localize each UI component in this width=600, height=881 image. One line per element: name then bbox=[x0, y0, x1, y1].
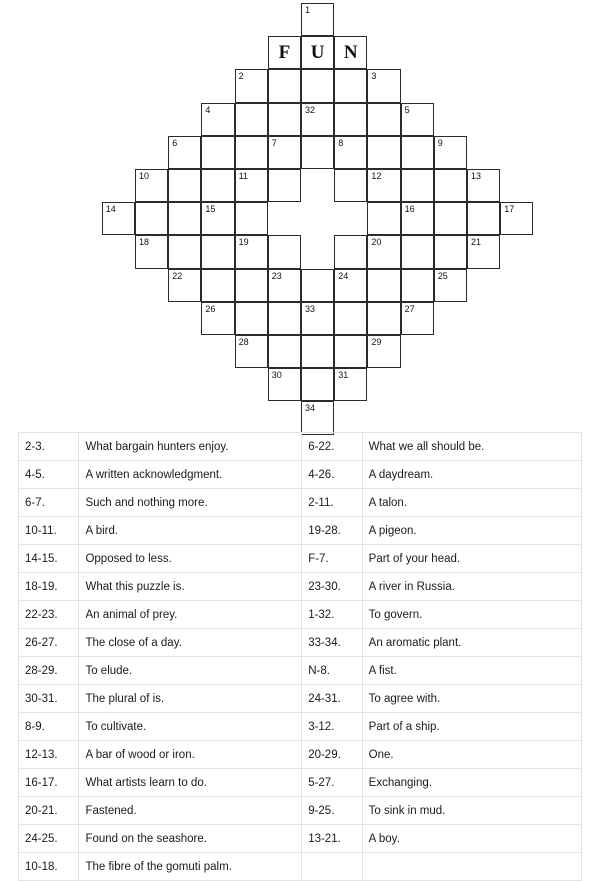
cell-number: 15 bbox=[205, 204, 216, 215]
cell-number: 20 bbox=[371, 237, 382, 248]
cell-number: 4 bbox=[205, 104, 211, 115]
crossword-cell[interactable] bbox=[334, 103, 367, 136]
crossword-cell[interactable] bbox=[367, 302, 400, 335]
cell-number: 9 bbox=[437, 137, 443, 148]
crossword-cell[interactable] bbox=[334, 136, 367, 169]
crossword-cell[interactable] bbox=[334, 335, 367, 368]
cell-number: 30 bbox=[271, 370, 282, 381]
clue-text-right: Part of a ship. bbox=[362, 713, 581, 741]
crossword-cell[interactable] bbox=[301, 36, 334, 69]
crossword-cell[interactable] bbox=[367, 69, 400, 102]
crossword-cell[interactable] bbox=[367, 103, 400, 136]
clue-row bbox=[19, 629, 582, 657]
clue-text-left: What this puzzle is. bbox=[79, 573, 302, 601]
cell-number: 28 bbox=[238, 337, 249, 347]
clue-text-right: Exchanging. bbox=[362, 769, 581, 797]
clue-text-left: An animal of prey. bbox=[79, 601, 302, 629]
crossword-cell[interactable] bbox=[168, 235, 201, 268]
crossword-cell[interactable] bbox=[201, 103, 234, 136]
clue-ref-right: 33-34. bbox=[302, 629, 362, 657]
crossword-cell[interactable] bbox=[268, 36, 301, 69]
cell-number: 2 bbox=[238, 71, 244, 82]
cell-number: 26 bbox=[205, 303, 216, 314]
clue-text-left: A bar of wood or iron. bbox=[79, 741, 302, 769]
crossword-cell[interactable] bbox=[201, 136, 234, 169]
clue-ref-right: 23-30. bbox=[302, 573, 362, 601]
crossword-cell[interactable] bbox=[102, 202, 135, 235]
cell-number: 10 bbox=[139, 171, 150, 181]
clue-ref-left: 10-11. bbox=[19, 517, 79, 545]
clue-text-left: Found on the seashore. bbox=[79, 825, 302, 853]
crossword-cell[interactable] bbox=[401, 136, 434, 169]
clue-row bbox=[19, 461, 582, 489]
crossword-cell[interactable] bbox=[268, 69, 301, 102]
clue-text-left: The close of a day. bbox=[79, 629, 302, 657]
clue-text-right: To govern. bbox=[362, 601, 581, 629]
cell-number: 27 bbox=[404, 303, 415, 314]
clue-ref-left: 4-5. bbox=[19, 461, 79, 489]
crossword-cell[interactable] bbox=[367, 269, 400, 302]
clue-ref-left: 6-7. bbox=[19, 489, 79, 517]
crossword-cell[interactable] bbox=[401, 235, 434, 268]
clue-ref-right: 4-26. bbox=[302, 461, 362, 489]
crossword-cell[interactable] bbox=[301, 103, 334, 136]
clue-text-right: Part of your head. bbox=[362, 545, 581, 573]
clue-table bbox=[18, 432, 582, 881]
clue-ref-right: 2-11. bbox=[302, 489, 362, 517]
clue-text-right: A boy. bbox=[362, 825, 581, 853]
crossword-cell[interactable] bbox=[367, 202, 400, 235]
crossword-cell[interactable] bbox=[334, 69, 367, 102]
cell-number: 23 bbox=[271, 270, 282, 281]
crossword-cell[interactable] bbox=[467, 235, 500, 268]
clue-text-left: Fastened. bbox=[79, 797, 302, 825]
clue-row bbox=[19, 825, 582, 853]
cell-number: 33 bbox=[305, 303, 316, 314]
clue-text-right: A talon. bbox=[362, 489, 581, 517]
cell-number: 21 bbox=[471, 237, 482, 248]
clue-row bbox=[19, 489, 582, 517]
crossword-cell[interactable] bbox=[235, 269, 268, 302]
clue-text-right: To agree with. bbox=[362, 685, 581, 713]
clue-row bbox=[19, 573, 582, 601]
cell-letter: N bbox=[343, 41, 358, 63]
cell-number: 32 bbox=[305, 104, 316, 115]
crossword-cell[interactable] bbox=[268, 169, 301, 202]
cell-number: 17 bbox=[504, 204, 515, 215]
cell-number: 34 bbox=[305, 403, 316, 414]
clue-ref-right: N-8. bbox=[302, 657, 362, 685]
clue-row bbox=[19, 741, 582, 769]
cell-number: 18 bbox=[139, 237, 150, 248]
clue-row bbox=[19, 433, 582, 461]
clue-text-left: A written acknowledgment. bbox=[79, 461, 302, 489]
clue-text-left: A bird. bbox=[79, 517, 302, 545]
clue-ref-left: 18-19. bbox=[19, 573, 79, 601]
crossword-cell[interactable] bbox=[201, 235, 234, 268]
crossword-cell[interactable] bbox=[301, 302, 334, 335]
clue-text-right: To sink in mud. bbox=[362, 797, 581, 825]
clue-row bbox=[19, 797, 582, 825]
crossword-cell[interactable] bbox=[235, 202, 268, 235]
crossword-cell[interactable] bbox=[301, 3, 334, 36]
cell-number: 22 bbox=[172, 270, 183, 281]
clue-row bbox=[19, 657, 582, 685]
clue-ref-right: 1-32. bbox=[302, 601, 362, 629]
clue-ref-left: 26-27. bbox=[19, 629, 79, 657]
clue-ref-right: 6-22. bbox=[302, 433, 362, 461]
clue-ref-right: 13-21. bbox=[302, 825, 362, 853]
cell-number: 8 bbox=[338, 137, 344, 148]
crossword-cell[interactable] bbox=[268, 136, 301, 169]
crossword-cell[interactable] bbox=[434, 235, 467, 268]
crossword-cell[interactable] bbox=[434, 202, 467, 235]
crossword-cell[interactable] bbox=[235, 169, 268, 202]
clue-row bbox=[19, 601, 582, 629]
clue-ref-left: 22-23. bbox=[19, 601, 79, 629]
cell-number: 7 bbox=[271, 137, 277, 148]
clue-table-body bbox=[19, 433, 582, 881]
clue-row bbox=[19, 545, 582, 573]
clue-ref-left: 14-15. bbox=[19, 545, 79, 573]
crossword-cell[interactable] bbox=[201, 302, 234, 335]
crossword-cell[interactable] bbox=[168, 269, 201, 302]
clue-ref-left: 20-21. bbox=[19, 797, 79, 825]
clue-ref-right: F-7. bbox=[302, 545, 362, 573]
crossword-cell[interactable] bbox=[434, 169, 467, 202]
crossword-cell[interactable] bbox=[301, 335, 334, 368]
clue-ref-left: 24-25. bbox=[19, 825, 79, 853]
crossword-cell[interactable] bbox=[201, 202, 234, 235]
cell-number: 6 bbox=[172, 137, 178, 148]
clue-text-left: The fibre of the gomuti palm. bbox=[79, 853, 302, 881]
crossword-cell[interactable] bbox=[334, 235, 367, 268]
clue-ref-right: 3-12. bbox=[302, 713, 362, 741]
cell-number: 11 bbox=[238, 171, 248, 181]
crossword-cell[interactable] bbox=[334, 368, 367, 401]
crossword-cell[interactable] bbox=[367, 235, 400, 268]
crossword-cell[interactable] bbox=[301, 401, 334, 434]
crossword-cell[interactable] bbox=[135, 169, 168, 202]
crossword-cell[interactable] bbox=[235, 235, 268, 268]
cell-number: 19 bbox=[238, 237, 249, 248]
crossword-cell[interactable] bbox=[201, 269, 234, 302]
cell-number: 3 bbox=[371, 71, 377, 82]
crossword-cell[interactable] bbox=[367, 136, 400, 169]
clue-row bbox=[19, 517, 582, 545]
crossword-cell[interactable] bbox=[334, 302, 367, 335]
cell-number: 29 bbox=[371, 337, 382, 347]
clue-text-right bbox=[362, 853, 581, 881]
clue-ref-right bbox=[302, 853, 362, 881]
crossword-cell[interactable] bbox=[301, 269, 334, 302]
crossword-cell[interactable] bbox=[467, 169, 500, 202]
cell-number: 12 bbox=[371, 171, 382, 181]
cell-number: 1 bbox=[305, 5, 311, 15]
clue-ref-right: 9-25. bbox=[302, 797, 362, 825]
crossword-cell[interactable] bbox=[268, 103, 301, 136]
crossword-cell[interactable] bbox=[401, 302, 434, 335]
crossword-cell[interactable] bbox=[135, 235, 168, 268]
crossword-cell[interactable] bbox=[268, 302, 301, 335]
clue-text-right: A daydream. bbox=[362, 461, 581, 489]
crossword-cell[interactable] bbox=[168, 169, 201, 202]
crossword-cell[interactable] bbox=[401, 269, 434, 302]
clue-ref-left: 8-9. bbox=[19, 713, 79, 741]
clue-row bbox=[19, 685, 582, 713]
crossword-cell[interactable] bbox=[401, 103, 434, 136]
crossword-cell[interactable] bbox=[168, 202, 201, 235]
clue-text-right: A river in Russia. bbox=[362, 573, 581, 601]
clue-ref-right: 24-31. bbox=[302, 685, 362, 713]
crossword-cell[interactable] bbox=[235, 69, 268, 102]
crossword-cell[interactable] bbox=[367, 169, 400, 202]
clue-ref-left: 16-17. bbox=[19, 769, 79, 797]
clue-text-left: To cultivate. bbox=[79, 713, 302, 741]
crossword-cell[interactable] bbox=[235, 136, 268, 169]
clue-text-right: A fist. bbox=[362, 657, 581, 685]
clue-text-right: One. bbox=[362, 741, 581, 769]
clue-row bbox=[19, 713, 582, 741]
cell-number: 14 bbox=[105, 204, 116, 215]
crossword-cell[interactable] bbox=[434, 136, 467, 169]
clue-text-right: What we all should be. bbox=[362, 433, 581, 461]
clue-text-left: What artists learn to do. bbox=[79, 769, 302, 797]
crossword-cell[interactable] bbox=[334, 36, 367, 69]
clue-text-left: Opposed to less. bbox=[79, 545, 302, 573]
crossword-cell[interactable] bbox=[268, 368, 301, 401]
crossword-cell[interactable] bbox=[334, 269, 367, 302]
crossword-cell[interactable] bbox=[401, 202, 434, 235]
crossword-cell[interactable] bbox=[467, 202, 500, 235]
cell-letter: U bbox=[310, 41, 325, 63]
crossword-cell[interactable] bbox=[301, 69, 334, 102]
clue-text-left: What bargain hunters enjoy. bbox=[79, 433, 302, 461]
crossword-cell[interactable] bbox=[235, 103, 268, 136]
clue-row bbox=[19, 853, 582, 881]
cell-letter: F bbox=[278, 41, 291, 63]
cell-number: 31 bbox=[338, 370, 349, 381]
crossword-cell[interactable] bbox=[301, 136, 334, 169]
clue-text-left: Such and nothing more. bbox=[79, 489, 302, 517]
clue-text-right: An aromatic plant. bbox=[362, 629, 581, 657]
cell-number: 24 bbox=[338, 270, 349, 281]
crossword-cell[interactable] bbox=[235, 302, 268, 335]
clue-ref-left: 28-29. bbox=[19, 657, 79, 685]
clue-ref-right: 20-29. bbox=[302, 741, 362, 769]
crossword-cell[interactable] bbox=[401, 169, 434, 202]
cell-number: 25 bbox=[437, 270, 448, 281]
crossword-grid bbox=[0, 0, 600, 420]
crossword-cell[interactable] bbox=[268, 235, 301, 268]
clue-ref-left: 12-13. bbox=[19, 741, 79, 769]
cell-number: 5 bbox=[404, 104, 410, 115]
clue-ref-right: 19-28. bbox=[302, 517, 362, 545]
crossword-cell[interactable] bbox=[434, 269, 467, 302]
crossword-cell[interactable] bbox=[135, 202, 168, 235]
crossword-cell[interactable] bbox=[235, 335, 268, 368]
clue-text-right: A pigeon. bbox=[362, 517, 581, 545]
crossword-cell[interactable] bbox=[367, 335, 400, 368]
crossword-cell[interactable] bbox=[334, 169, 367, 202]
crossword-cell[interactable] bbox=[500, 202, 533, 235]
crossword-cell[interactable] bbox=[301, 368, 334, 401]
clue-text-left: The plural of is. bbox=[79, 685, 302, 713]
clue-text-left: To elude. bbox=[79, 657, 302, 685]
cell-number: 13 bbox=[471, 171, 482, 181]
crossword-cell[interactable] bbox=[168, 136, 201, 169]
clue-row bbox=[19, 769, 582, 797]
cell-number: 16 bbox=[404, 204, 415, 215]
clue-ref-right: 5-27. bbox=[302, 769, 362, 797]
crossword-cell[interactable] bbox=[268, 269, 301, 302]
clue-ref-left: 30-31. bbox=[19, 685, 79, 713]
crossword-cell[interactable] bbox=[268, 335, 301, 368]
crossword-cell[interactable] bbox=[201, 169, 234, 202]
clue-ref-left: 2-3. bbox=[19, 433, 79, 461]
clue-ref-left: 10-18. bbox=[19, 853, 79, 881]
